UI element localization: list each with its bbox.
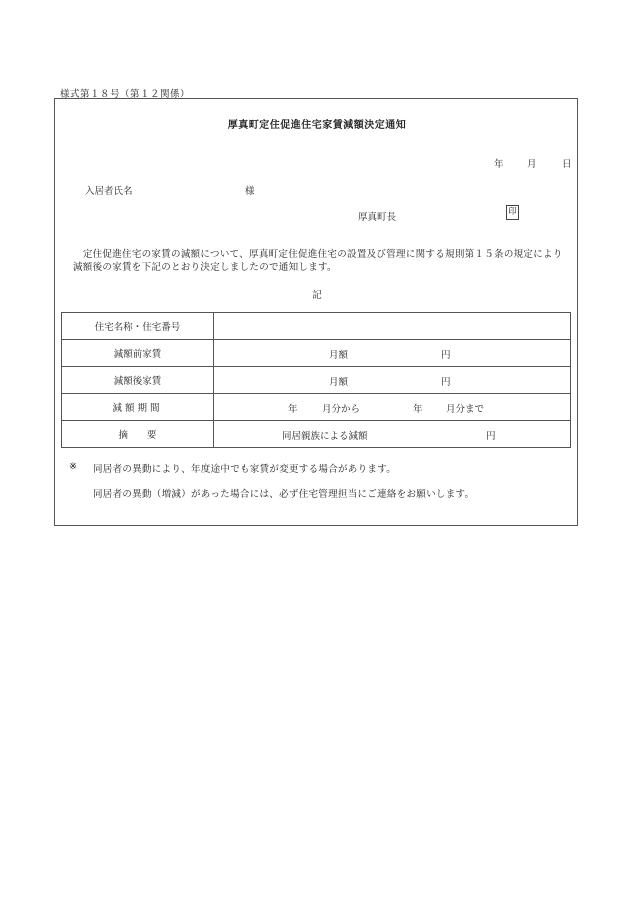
notice-line-2: 同居者の異動（増減）があった場合には、必ず住宅管理担当にご連絡をお願いします。 (93, 489, 475, 500)
table-row (62, 394, 571, 421)
rent-detail-table (61, 312, 571, 448)
from-year-label: 年 (288, 404, 298, 415)
table-row (62, 367, 571, 394)
row-label-remarks: 摘 要 (62, 421, 214, 448)
row-label-rent-after: 減額後家賃 (62, 367, 214, 394)
yen-label: 円 (441, 377, 451, 388)
ki-heading: 記 (312, 290, 322, 301)
monthly-label: 月額 (329, 350, 349, 361)
row-label-period: 減額期間 (62, 394, 214, 421)
housing-name-value-cell (214, 313, 571, 340)
row-label-rent-before: 減額前家賃 (62, 340, 214, 367)
table-row (62, 340, 571, 367)
monthly-label: 月額 (329, 377, 349, 388)
seal-stamp-box: 印 (506, 205, 519, 220)
document-title: 厚真町定住促進住宅家賃減額決定通知 (227, 120, 407, 131)
yen-label: 円 (441, 350, 451, 361)
to-month-label: 月分まで (446, 404, 485, 415)
form-number-label: 様式第１８号（第１２関係） (60, 89, 191, 100)
body-paragraph (73, 248, 567, 274)
notice-line-1: 同居者の異動により、年度途中でも家賃が変更する場合があります。 (93, 464, 397, 475)
remarks-value-cell (214, 421, 571, 448)
note-asterisk-mark: ※ (69, 461, 77, 472)
notice-document-frame (54, 98, 578, 526)
date-year-label: 年 (494, 159, 504, 170)
row-label-housing: 住宅名称・住宅番号 (62, 313, 214, 340)
tenant-name-label: 入居者氏名 (85, 186, 133, 197)
rent-after-value-cell (214, 367, 571, 394)
tenant-honorific: 様 (245, 186, 255, 197)
yen-label: 円 (486, 431, 496, 442)
period-value-cell (214, 394, 571, 421)
remarks-text: 同居親族による減額 (282, 431, 368, 442)
body-text: 定住促進住宅の家賃の減額について、厚真町定住促進住宅の設置及び管理に関する規則第１５条の規定により減額後の家賃を下記のとおり決定しましたので通知します。 (73, 249, 563, 273)
rent-before-value-cell (214, 340, 571, 367)
mayor-title: 厚真町長 (358, 212, 397, 223)
from-month-label: 月分から (322, 404, 361, 415)
to-year-label: 年 (413, 404, 423, 415)
table-row (62, 313, 571, 340)
date-month-label: 月 (527, 159, 537, 170)
date-day-label: 日 (562, 159, 572, 170)
table-row (62, 421, 571, 448)
